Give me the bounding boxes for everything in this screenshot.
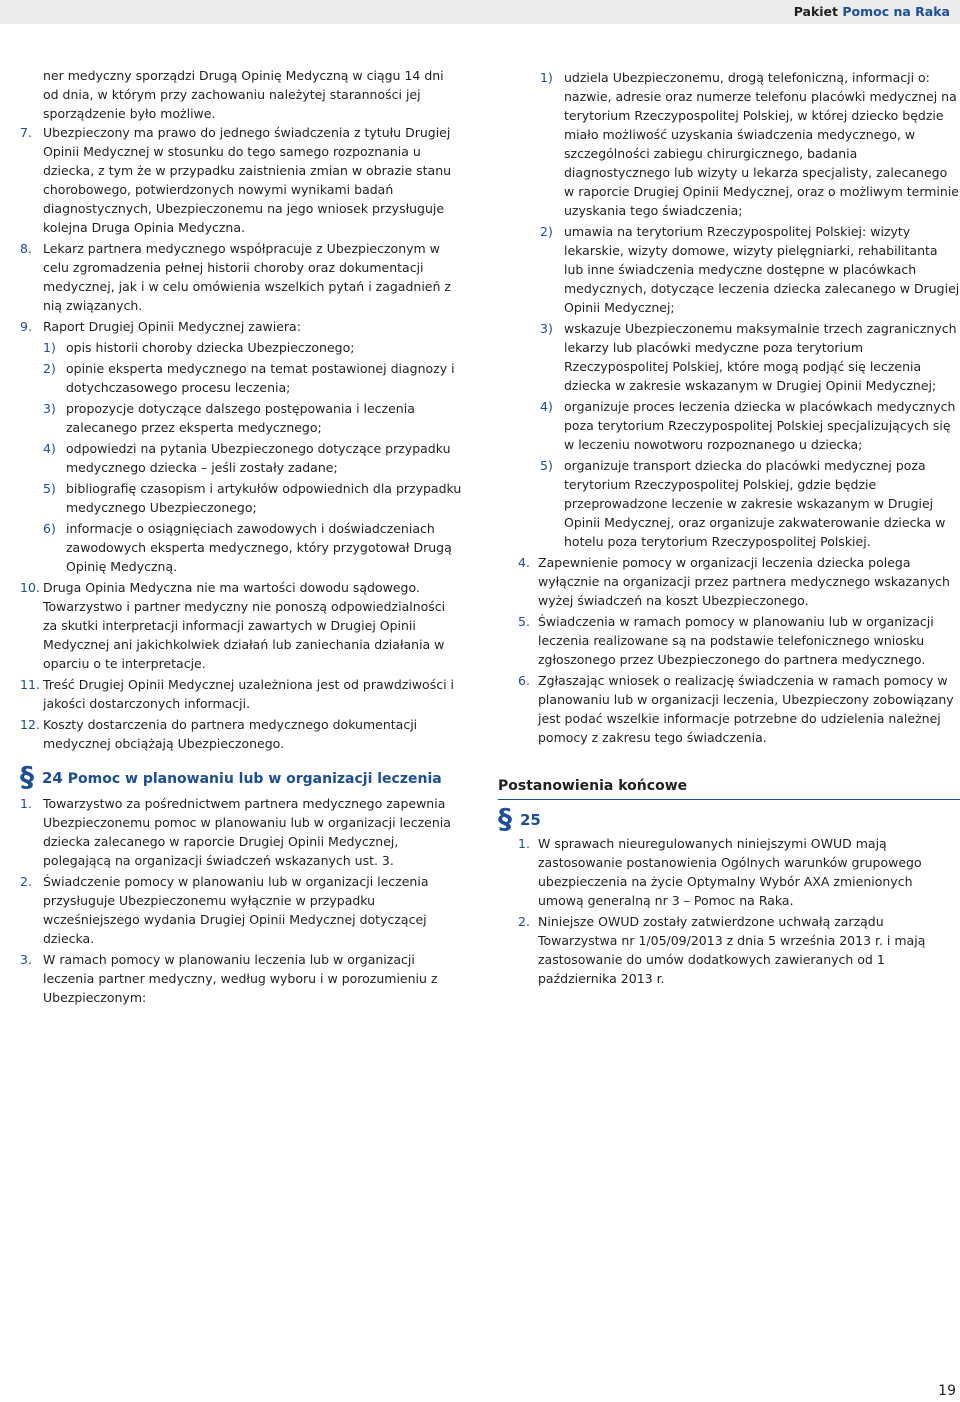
section-24-item-6: 6. Zgłaszając wniosek o realizację świadczenia w ramach pomocy w planowaniu lub w organizacji leczenia, Ubezpieczony zobowiązany jest podać wszelkie informacje potrzebne do udzielenia należnej pomocy z zakresu tego świadczenia. xyxy=(518,673,954,745)
item-12: 12. Koszty dostarczenia do partnera medycznego dokumentacji medycznej obciążają Ubezpieczonego. xyxy=(20,717,418,751)
section-24-item-3: 3. W ramach pomocy w planowaniu leczenia lub w organizacji leczenia partner medyczny, według wyboru i w porozumieniu z Ubezpieczonym: xyxy=(20,952,438,1005)
section-24-sub-1: 1) udziela Ubezpieczonemu, drogą telefoniczną, informacji o: nazwie, adresie oraz numerze telefonu placówki medycznej na terytorium Rzeczypospolitej Polskiej, w której dziecko będzie miało możliwość uzyskania świadczenia medycznego, w szczególności zabiegu chirurgicznego, badania diagnostycznego lub wizyty u lekarza specjalisty, zalecanego w raporcie Drugiej Opinii Medycznej, oraz o możliwym terminie uzyskania tego świadczenia; xyxy=(540,70,959,218)
section-24-sub-2: 2) umawia na terytorium Rzeczypospolitej Polskiej: wizyty lekarskie, wizyty domowe, wizyty pielęgniarki, rehabilitanta lub inne świadczenia medyczne dostępne w placówkach medycznych, dotyczące leczenia dziecka zalecanego w Drugiej Opinii Medycznej; xyxy=(540,224,960,315)
header-accent: Pomoc na Raka xyxy=(842,4,950,19)
item-10: 10. Druga Opinia Medyczna nie ma wartości dowodu sądowego. Towarzystwo i partner medyczny nie ponoszą odpowiedzialności za skutki interpretacji informacji zawartych w Drugiej Opinii Medycznej ani jakichkolwiek działań lub zaniechania działania w oparciu o te interpretacje. xyxy=(20,580,446,671)
header-prefix: Pakiet xyxy=(793,4,843,19)
item-9-sub-4: 4) odpowiedzi na pytania Ubezpieczonego dotyczące przypadku medycznego dziecka – jeśli zostały zadane; xyxy=(43,441,451,475)
section-25-item-1: 1. W sprawach nieuregulowanych niniejszymi OWUD mają zastosowanie postanowienia Ogólnych warunków grupowego ubezpieczenia na życie Optymalny Wybór AXA zmienionych umową generalną nr 3 – Pomoc na Raka. xyxy=(518,836,922,908)
section-25-heading: § 25 xyxy=(498,802,541,835)
section-24-item-5: 5. Świadczenia w ramach pomocy w planowaniu lub w organizacji leczenia realizowane są na podstawie telefonicznego wniosku zgłoszonego przez Ubezpieczonego do partnera medycznego. xyxy=(518,614,934,667)
section-24-item-2: 2. Świadczenie pomocy w planowaniu lub w organizacji leczenia przysługuje Ubezpieczonemu wyłącznie w przypadku wcześniejszego wydania Drugiej Opinii Medycznej dotyczącej dziecka. xyxy=(20,874,429,946)
section-25-item-2: 2. Niniejsze OWUD zostały zatwierdzone uchwałą zarządu Towarzystwa nr 1/05/09/2013 z dnia 5 września 2013 r. i mają zastosowanie do umów dodatkowych zawieranych od 1 października 2013 r. xyxy=(518,914,926,986)
right-column xyxy=(498,66,960,988)
section-24-sub-3: 3) wskazuje Ubezpieczonemu maksymalnie trzech zagranicznych lekarzy lub placówki medyczne poza terytorium Rzeczypospolitej Polskiej, które mogą podjąć się leczenia dziecka w zakresie wskazanym w Drugiej Opinii Medycznej; xyxy=(540,321,957,393)
final-provisions-title: Postanowienia końcowe xyxy=(498,777,960,800)
item-9-sub-1: 1) opis historii choroby dziecka Ubezpieczonego; xyxy=(43,340,355,355)
item-11: 11. Treść Drugiej Opinii Medycznej uzależniona jest od prawdziwości i jakości dostarczonych informacji. xyxy=(20,677,455,711)
item-9-sub-2: 2) opinie eksperta medycznego na temat postawionej diagnozy i dotychczasowego procesu leczenia; xyxy=(43,361,455,395)
item-9-sub-6: 6) informacje o osiągnięciach zawodowych i doświadczeniach zawodowych eksperta medycznego, który przygotował Drugą Opinię Medyczną. xyxy=(43,521,452,574)
item-8: 8. Lekarz partnera medycznego współpracuje z Ubezpieczonym w celu zgromadzenia pełnej historii choroby oraz dokumentacji medycznej, jak i w celu omówienia wszelkich pytań i zagadnień z nią związanych. xyxy=(20,241,451,313)
left-column xyxy=(20,66,462,1007)
running-header xyxy=(794,4,950,20)
section-24-heading: § 24 Pomoc w planowaniu lub w organizacji leczenia xyxy=(20,760,442,793)
section-24-sub-5: 5) organizuje transport dziecka do placówki medycznej poza terytorium Rzeczypospolitej Polskiej, gdzie będzie przeprowadzone leczenie w zakresie wskazanym w Drugiej Opinii Medycznej, oraz organizuje zakwaterowanie dziecka w hotelu poza terytorium Rzeczypospolitej Polskiej. xyxy=(540,458,946,549)
item-9: 9. Raport Drugiej Opinii Medycznej zawiera: xyxy=(20,319,301,334)
item-7: 7. Ubezpieczony ma prawo do jednego świadczenia z tytułu Drugiej Opinii Medycznej w stosunku do tego samego rozpoznania u dziecka, z tym że w przypadku zaistnienia zmian w obrazie stanu chorobowego, potwierdzonych nowymi wynikami badań diagnostycznych, Ubezpieczonemu na jego wniosek przysługuje kolejna Druga Opinia Medyczna. xyxy=(20,125,452,235)
header-bar xyxy=(0,0,960,24)
section-24-item-1: 1. Towarzystwo za pośrednictwem partnera medycznego zapewnia Ubezpieczonemu pomoc w planowaniu lub w organizacji leczenia dziecka zalecanego w raporcie Drugiej Opinii Medycznej, polegającą na organizacji świadczeń wskazanych ust. 3. xyxy=(20,796,451,868)
item-9-sub-5: 5) bibliografię czasopism i artykułów odpowiednich dla przypadku medycznego Ubezpieczonego; xyxy=(43,481,462,515)
continued-paragraph: ner medyczny sporządzi Drugą Opinię Medyczną w ciągu 14 dni od dnia, w którym przy zachowaniu należytej staranności jej sporządzenie było możliwe. xyxy=(43,68,444,121)
item-9-sub-3: 3) propozycje dotyczące dalszego postępowania i leczenia zalecanego przez eksperta medycznego; xyxy=(43,401,415,435)
section-sign: § xyxy=(498,802,512,835)
page-number: 19 xyxy=(938,1383,956,1399)
section-24-sub-4: 4) organizuje proces leczenia dziecka w placówkach medycznych poza terytorium Rzeczypospolitej Polskiej specjalizujących się w leczeniu nowotworu rozpoznanego u dziecka; xyxy=(540,399,956,452)
section-24-item-4: 4. Zapewnienie pomocy w organizacji leczenia dziecka polega wyłącznie na organizacji przez partnera medycznego wskazanych wyżej świadczeń na koszt Ubezpieczonego. xyxy=(518,555,950,608)
section-sign: § xyxy=(20,760,34,793)
